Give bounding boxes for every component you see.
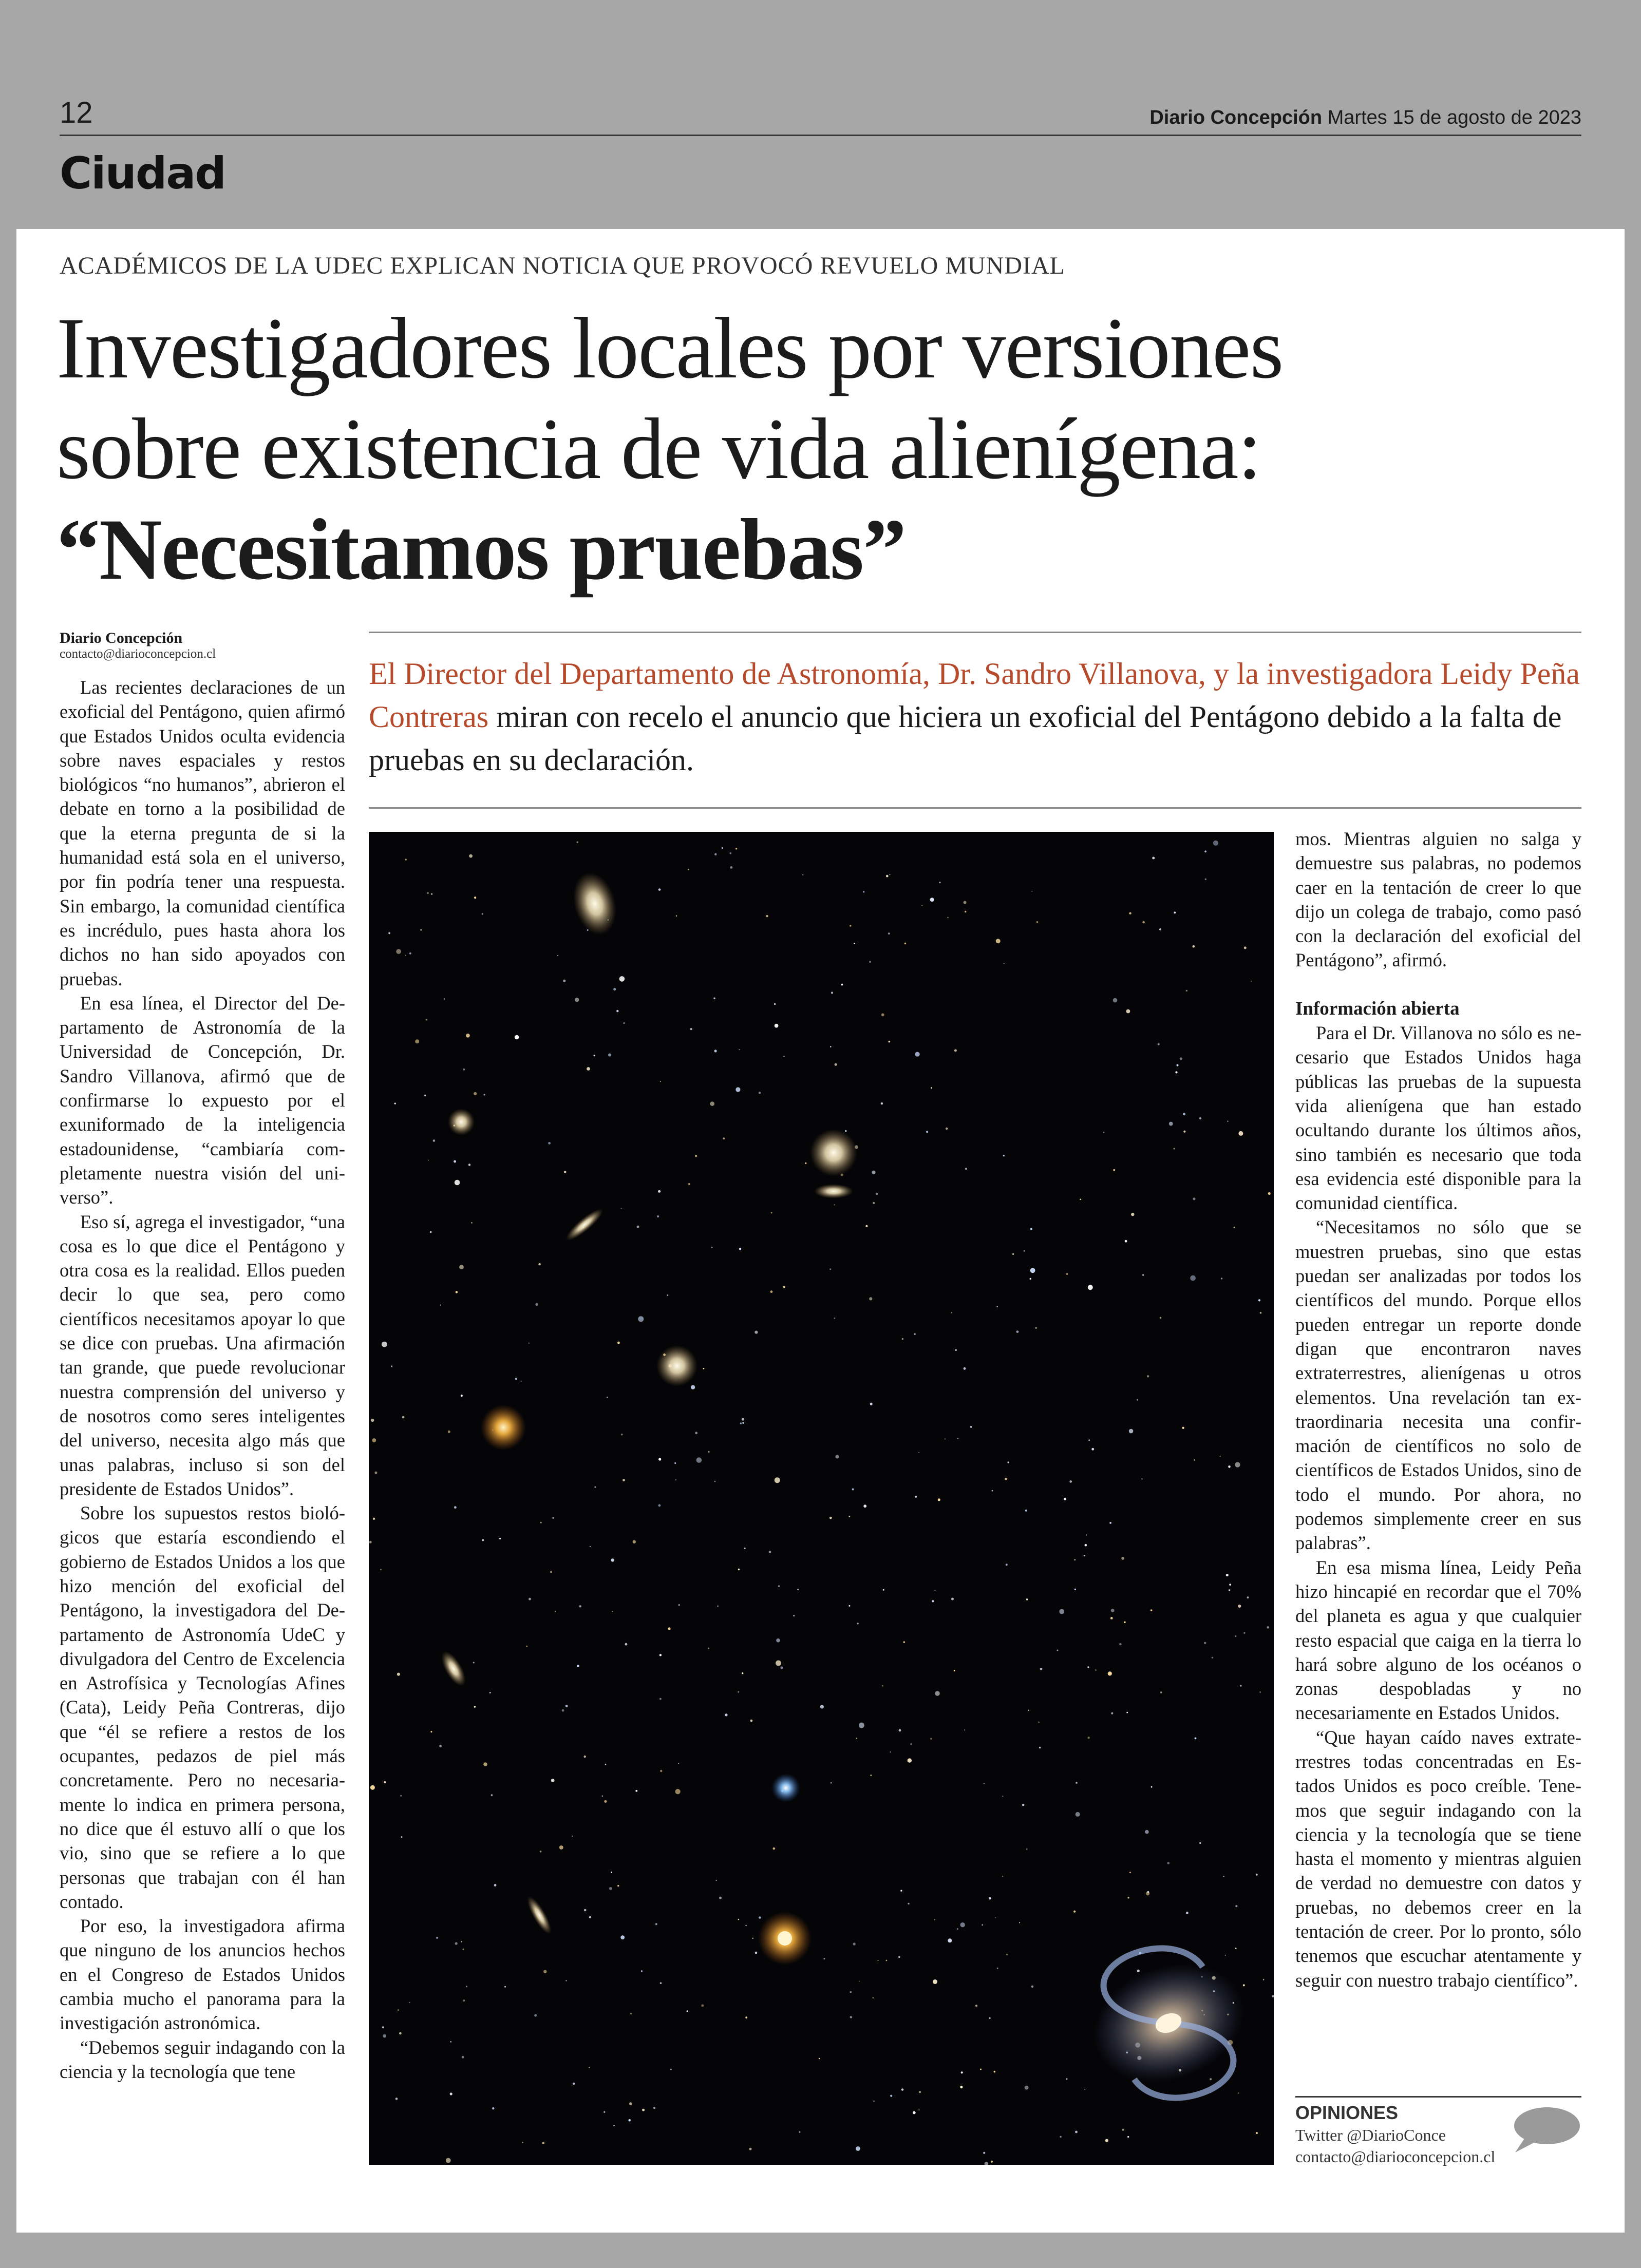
opinions-twitter: Twitter @DiarioConce	[1295, 2126, 1446, 2144]
paragraph: “Necesitamos no sólo que se muestren pruebas, sino que estas puedan ser analizadas por todos los científicos del mundo. Porque ellos pueden entregar un reporte donde digan que encontraron naves extraterrestres, alienígenas u otros elementos. Una revelación tan extraordinaria necesita una confirmación de científicos no solo de científicos de Estados Unidos, sino de todo el mundo. Por ahora, no podemos simplemente creer en sus palabras”.	[1295, 1216, 1581, 1554]
masthead	[1149, 107, 1581, 129]
starfield-image	[369, 832, 1274, 2165]
paragraph: Eso sí, agrega el investigador, “una cosa es lo que dice el Pentágono y otra cosa es la realidad. Ellos pueden decir lo que sea, pero como científicos necesitamos apoyar lo que se dice con pruebas. Una afirmación tan grande, que puede revolucionar nuestra comprensión del universo y de nosotros como seres inteligentes del universo, necesita algo más que unas palabras, incluso si son del presidente de Estados Unidos”.	[60, 1211, 345, 1499]
byline	[60, 630, 347, 661]
byline-email: contacto@diarioconcepcion.cl	[60, 647, 216, 661]
headline-line-3: “Necesitamos pruebas”	[56, 501, 906, 598]
body-column-3	[1295, 827, 1581, 1992]
opinions-rule	[1295, 2096, 1581, 2098]
page-number: 12	[60, 96, 93, 129]
paragraph-continued: mos. Mientras alguien no salga y demuestre sus palabras, no podemos caer en la tentación de creer lo que dijo un colega de trabajo, como pasó con la declaración del exoficial del Pentágono”, afirmó.	[1295, 828, 1581, 971]
subheading: Información abierta	[1295, 998, 1460, 1019]
paragraph: En esa misma línea, Leidy Peña hizo hincapié en recordar que el 70% del planeta es agua y que cualquier resto espacial que caiga en la tierra lo hará sobre alguno de los océanos o zonas despobladas y no necesariamente en Estados Unidos.	[1295, 1556, 1581, 1724]
byline-author: Diario Concepción	[60, 630, 183, 646]
paragraph: “Debemos seguir indagando con la ciencia y la tecnología que tene	[60, 2036, 345, 2082]
lead-top-rule	[369, 632, 1581, 633]
headline-line-1: Investigadores locales por versiones	[56, 300, 1283, 396]
lead-accent: El Director del Departamento de Astronomía, Dr. Sandro Villanova, y la investigadora Leidy Peña Contreras	[369, 657, 1580, 734]
paragraph: En esa línea, el Director del Departamento de Astronomía de la Universidad de Concepción, Dr. Sandro Villanova, afirmó que de confirmarse lo expuesto por el exuniformado de la inteligencia estadounidense, “cambiaría completamente nuestra visión del universo”.	[60, 992, 345, 1208]
article-lead	[369, 652, 1581, 782]
paragraph: Para el Dr. Villanova no sólo es necesario que Estados Unidos haga públicas las pruebas de la supuesta vida alienígena que han estado ocultando durante los últimos años, sino también es necesario que toda esa evidencia esté disponible para la comunidad científica.	[1295, 1022, 1581, 1214]
issue-date: Martes 15 de agosto de 2023	[1327, 107, 1581, 128]
paragraph: Sobre los supuestos restos biológicos que estaría escondiendo el gobierno de Estados Unidos a los que hizo mención del exoficial del Pentágono, la investigadora del Departamento de Astronomía UdeC y divulgadora del Centro de Excelencia en Astrofísica y Tecnologías Afines (Cata), Leidy Peña Contreras, dijo que “él se refiere a restos de los ocupantes, pedazos de piel más concretamente. Pero no necesariamente lo indica en primera persona, no dice que él estuvo allí o que los vio, sino que se refiere a lo que personas que trabajan con él han contado.	[60, 1502, 345, 1912]
article-headline	[56, 298, 1577, 600]
lead-rest: miran con recelo el anuncio que hiciera un exoficial del Pentágono debido a la falta de pruebas en su declaración.	[369, 700, 1562, 777]
body-column-1	[60, 675, 345, 2084]
page-footer-band	[0, 2233, 1641, 2268]
paper-name: Diario Concepción	[1149, 107, 1323, 128]
section-title: Ciudad	[60, 148, 225, 199]
paragraph: Por eso, la investigadora afirma que ninguno de los anuncios hechos en el Congreso de Estados Unidos cambia mucho el panorama para la investigación astronómica.	[60, 1915, 345, 2034]
headline-line-2: sobre existencia de vida alienígena:	[56, 401, 1261, 497]
article-kicker: ACADÉMICOS DE LA UDEC EXPLICAN NOTICIA QUE PROVOCÓ REVUELO MUNDIAL	[60, 252, 1065, 279]
opinions-email: contacto@diarioconcepcion.cl	[1295, 2147, 1496, 2166]
speech-bubble-icon	[1510, 2105, 1582, 2157]
galaxy-photo	[369, 832, 1274, 2165]
opinions-title: OPINIONES	[1295, 2102, 1399, 2123]
paragraph: Las recientes declaraciones de un exoficial del Pentágono, quien afirmó que Estados Unidos oculta evidencia sobre naves espaciales y restos biológicos “no humanos”, abrieron el debate en torno a la posibilidad de que la eterna pregunta de si la humanidad está sola en el universo, por fin podría tener una respuesta. Sin embargo, la comunidad científica es incrédulo, pues hasta ahora los dichos no han sido apoyados con pruebas.	[60, 677, 345, 989]
lead-bottom-rule	[369, 807, 1581, 809]
header-rule	[60, 135, 1581, 136]
paragraph: “Que hayan caído naves extraterrestres todas concentradas en Estados Unidos es poco creíble. Tenemos que seguir indagando con la ciencia y la tecnología que se tiene hasta el momento y mientras alguien de verdad no demuestre con datos y pruebas, no debemos creer en la tentación de creer. Por lo pronto, sólo tenemos que escuchar atentamente y seguir con nuestro trabajo científico”.	[1295, 1726, 1581, 1991]
